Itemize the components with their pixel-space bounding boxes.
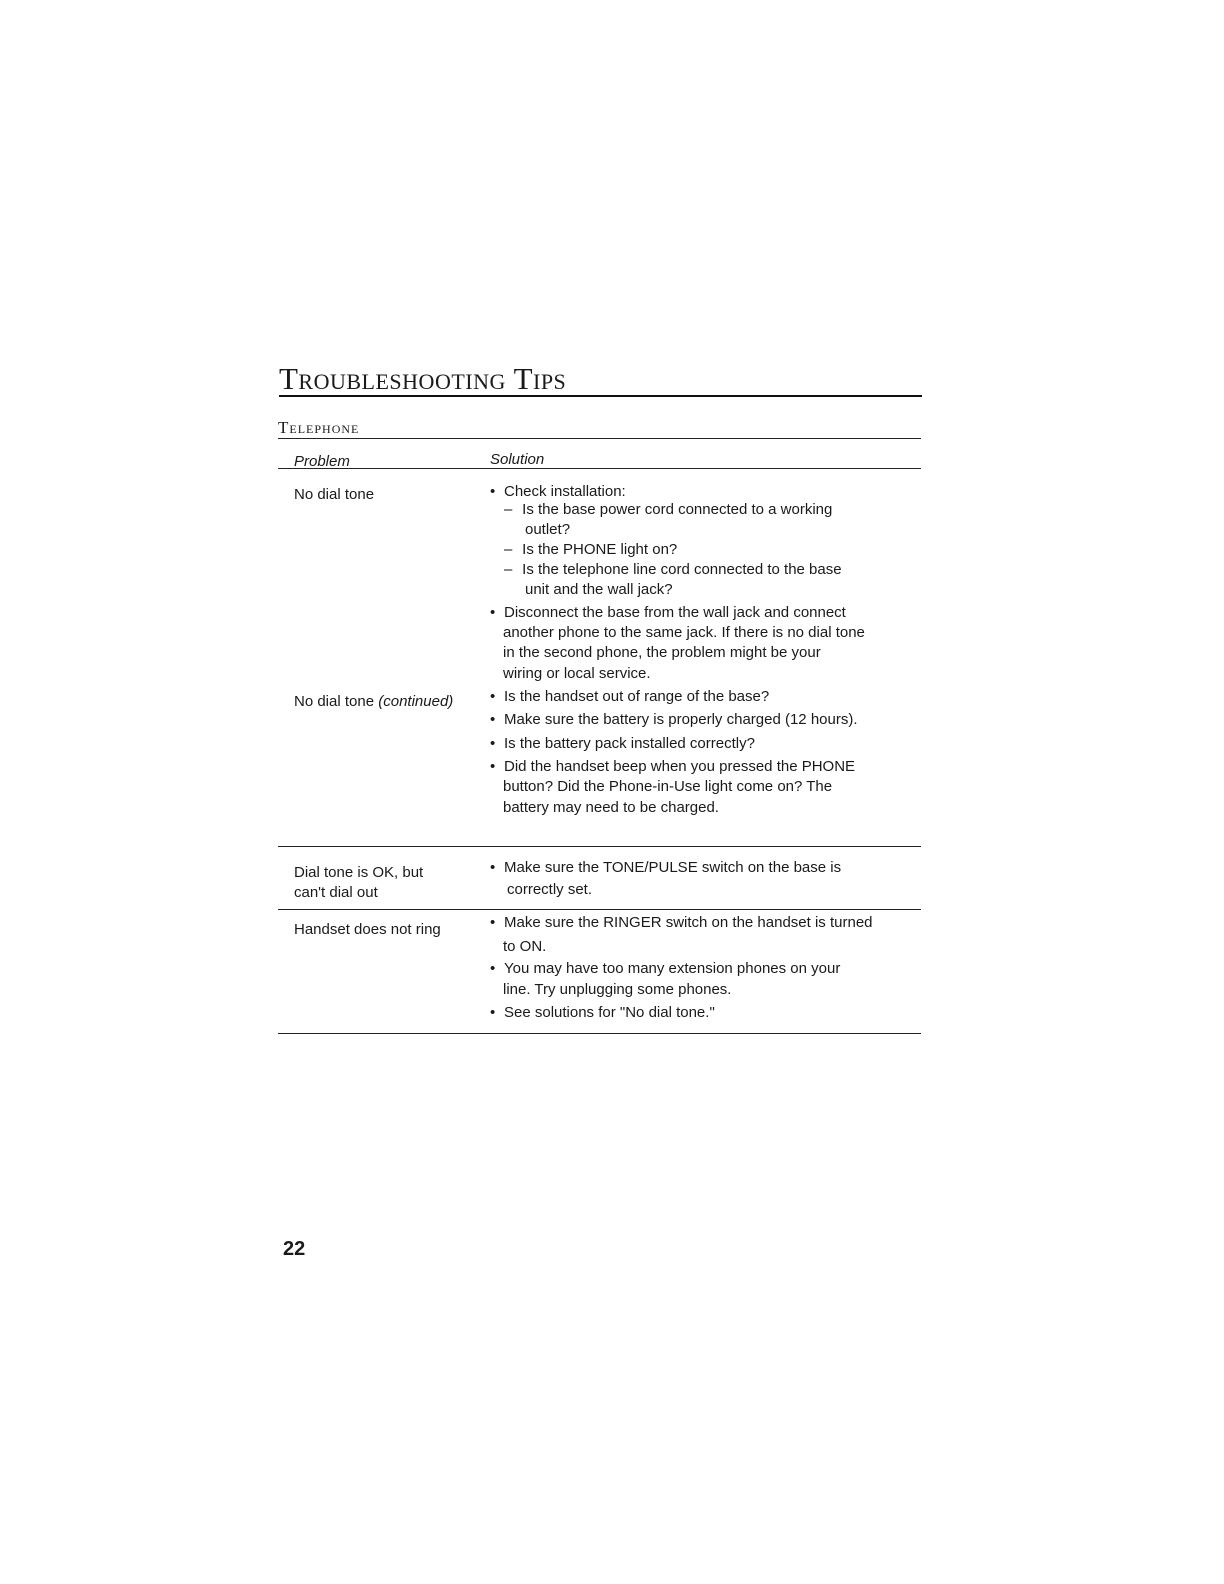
solution-line: outlet?: [525, 521, 571, 538]
problem-cell: Dial tone is OK, but: [294, 864, 424, 881]
row-divider: [278, 846, 921, 847]
page-number: 22: [283, 1238, 306, 1260]
table-bottom-rule: [278, 1033, 921, 1034]
solution-line: – Is the base power cord connected to a working: [504, 501, 833, 518]
solution-line: • Make sure the TONE/PULSE switch on the base is: [490, 859, 842, 876]
solution-line: • Make sure the battery is properly charged (12 hours).: [490, 711, 858, 728]
solution-line: • Disconnect the base from the wall jack and connect: [490, 604, 846, 621]
page-title: Troubleshooting Tips: [279, 362, 922, 397]
solution-line: line. Try unplugging some phones.: [503, 981, 732, 998]
solution-line: • Make sure the RINGER switch on the handset is turned: [490, 914, 873, 931]
solution-line: to ON.: [503, 938, 547, 955]
solution-line: – Is the PHONE light on?: [504, 541, 678, 558]
solution-line: • Did the handset beep when you pressed the PHONE: [490, 758, 856, 775]
section-rule: [278, 438, 921, 439]
solution-line: • See solutions for "No dial tone.": [490, 1004, 715, 1021]
solution-line: another phone to the same jack. If there is no dial tone: [503, 624, 865, 641]
row-divider: [278, 909, 921, 910]
solution-line: in the second phone, the problem might be your: [503, 644, 821, 661]
solution-line: • Is the battery pack installed correctly?: [490, 735, 755, 752]
solution-line: unit and the wall jack?: [525, 581, 673, 598]
problem-cell: Handset does not ring: [294, 921, 441, 938]
solution-line: • You may have too many extension phones on your: [490, 960, 841, 977]
header-rule: [278, 468, 921, 469]
section-title: Telephone: [278, 418, 360, 437]
solution-line: correctly set.: [507, 881, 593, 898]
problem-cell: can't dial out: [294, 884, 378, 901]
solution-line: button? Did the Phone-in-Use light come on? The: [503, 778, 833, 795]
problem-cell: No dial tone: [294, 486, 375, 503]
solution-line: • Check installation:: [490, 483, 626, 500]
solution-line: • Is the handset out of range of the base?: [490, 688, 770, 705]
solution-header: Solution: [490, 451, 545, 468]
problem-cell: No dial tone (continued): [294, 693, 454, 710]
solution-line: – Is the telephone line cord connected to the base: [504, 561, 842, 578]
problem-header: Problem: [294, 453, 350, 470]
solution-line: wiring or local service.: [503, 665, 651, 682]
solution-line: battery may need to be charged.: [503, 799, 719, 816]
